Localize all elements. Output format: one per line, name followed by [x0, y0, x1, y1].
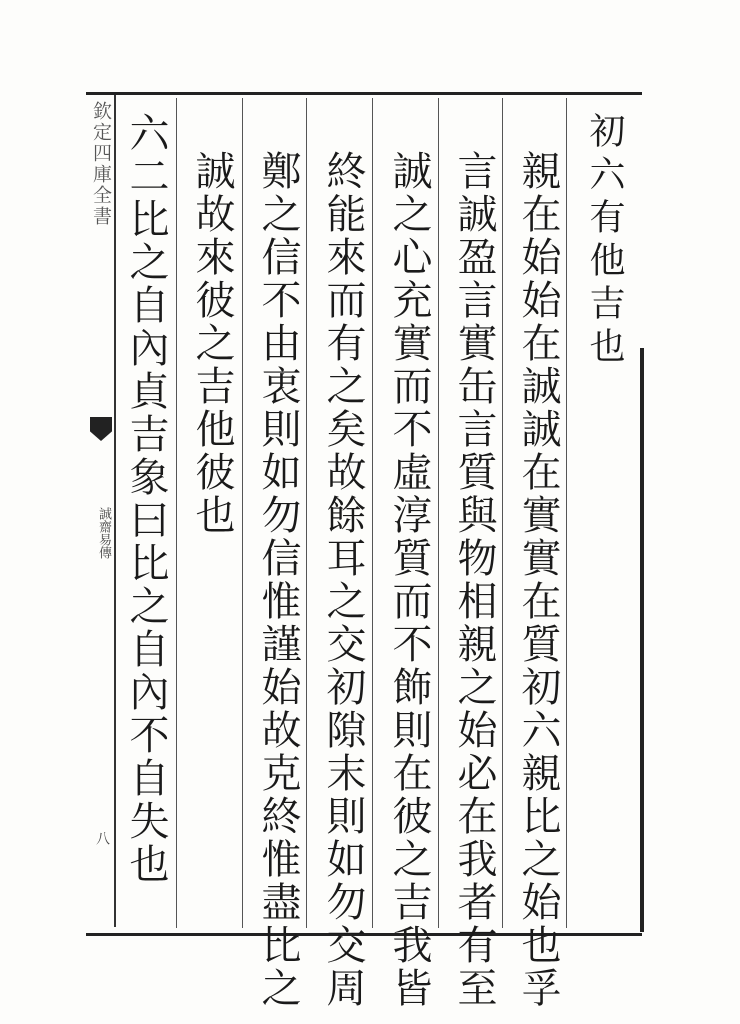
column-divider: [242, 98, 243, 928]
text-column-7: 誠故來彼之吉他彼也: [189, 150, 235, 537]
text-column-5: 終能來而有之矣故餘耳之交初隙末則如勿交周: [320, 150, 366, 1010]
block-margin: [86, 95, 116, 927]
column-divider: [306, 98, 307, 928]
text-column-6: 鄭之信不由衷則如勿信惟謹始故克終惟盡比之: [255, 150, 301, 1010]
text-column-8: 六二比之自內貞吉象曰比之自內不自失也: [123, 112, 169, 886]
margin-book-title: 欽定四庫全書: [90, 101, 112, 227]
margin-page-number: 八: [94, 831, 110, 845]
column-divider: [176, 98, 177, 928]
fishtail-mark-icon: [90, 417, 112, 441]
text-column-1: 初六有他吉也: [584, 112, 625, 370]
column-divider: [372, 98, 373, 928]
column-divider: [502, 98, 503, 928]
margin-sub-title: 誠齋易傳: [96, 507, 111, 559]
text-column-4: 誠之心充實而不虛淳質而不飾則在彼之吉我皆: [386, 150, 432, 1010]
column-divider: [438, 98, 439, 928]
column-divider: [566, 98, 567, 928]
text-column-2: 親在始始在誠誠在實實在質初六親比之始也孚: [515, 150, 561, 1010]
page-frame-right-edge: [640, 348, 644, 932]
text-column-3: 言誠盈言實缶言質與物相親之始必在我者有至: [451, 150, 497, 1010]
